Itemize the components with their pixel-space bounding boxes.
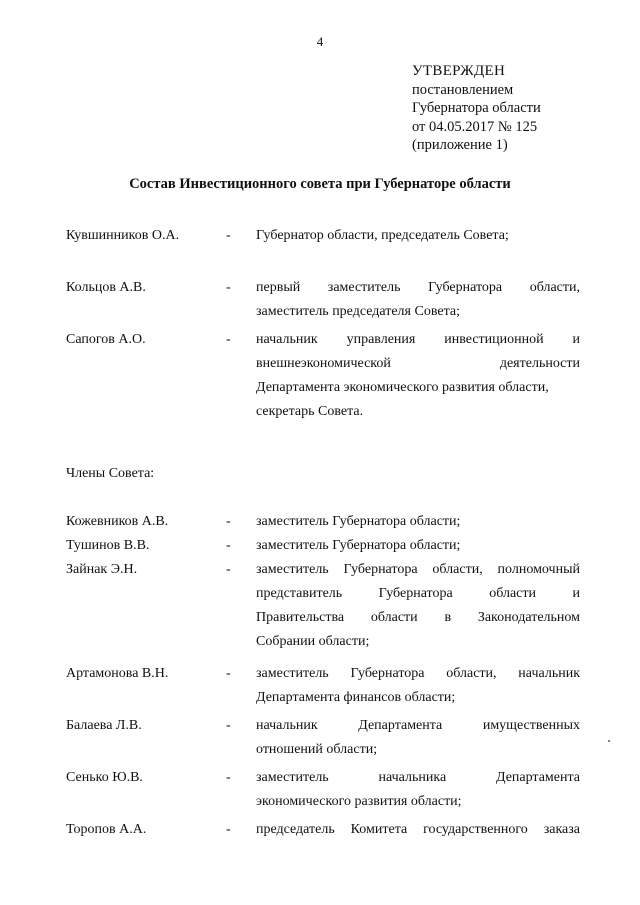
scan-speck: [608, 740, 610, 742]
position-line: начальник Департамента имущественных: [256, 718, 580, 733]
member-dash: -: [226, 770, 231, 785]
members-heading: Члены Совета:: [66, 466, 155, 481]
member-position: [256, 534, 580, 558]
member-dash: -: [226, 280, 231, 295]
position-line: секретарь Совета.: [256, 404, 364, 419]
member-dash: -: [226, 666, 231, 681]
member-name: Кувшинников О.А.: [66, 228, 180, 243]
position-line: заместитель начальника Департамента: [256, 770, 580, 785]
position-line: заместитель председателя Совета;: [256, 304, 460, 319]
member-name: Торопов А.А.: [66, 822, 147, 837]
member-dash: -: [226, 514, 231, 529]
approval-line: постановлением: [412, 81, 514, 98]
position-line: отношений области;: [256, 742, 378, 757]
member-position: [256, 818, 580, 842]
position-line: председатель Комитета государственного заказа: [256, 822, 580, 837]
page-number: 4: [316, 34, 324, 49]
member-position: [256, 224, 580, 248]
member-dash: -: [226, 538, 231, 553]
position-line: Департамента экономического развития области,: [256, 380, 549, 395]
member-dash: -: [226, 718, 231, 733]
position-line: экономического развития области;: [256, 794, 462, 809]
position-line: Правительства области в Законодательном: [256, 610, 580, 625]
approval-date-number: от 04.05.2017 № 125: [412, 118, 538, 135]
approval-heading: УТВЕРЖДЕН: [412, 63, 506, 79]
position-line: Собрании области;: [256, 634, 370, 649]
member-dash: -: [226, 332, 231, 347]
position-line: представитель Губернатора области и: [256, 586, 580, 601]
position-line: заместитель Губернатора области;: [256, 538, 461, 553]
position-line: заместитель Губернатора области;: [256, 514, 461, 529]
document-title: Состав Инвестиционного совета при Губернаторе области: [129, 176, 511, 192]
member-name: Кожевников А.В.: [66, 514, 169, 529]
member-name: Зайнак Э.Н.: [66, 562, 138, 577]
member-position: [256, 714, 580, 762]
position-line: начальник управления инвестиционной и: [256, 332, 580, 347]
member-dash: -: [226, 228, 231, 243]
member-name: Сапогов А.О.: [66, 332, 146, 347]
approval-appendix: (приложение 1): [412, 137, 508, 153]
position-line: заместитель Губернатора области, начальник: [256, 666, 580, 681]
approval-line: Губернатора области: [412, 100, 541, 116]
position-line: заместитель Губернатора области, полномочный: [256, 562, 580, 577]
member-name: Артамонова В.Н.: [66, 666, 169, 681]
member-name: Сенько Ю.В.: [66, 770, 143, 785]
member-position: [256, 766, 580, 814]
member-name: Кольцов А.В.: [66, 280, 146, 295]
position-line: первый заместитель Губернатора области,: [256, 280, 580, 295]
member-position: [256, 558, 580, 654]
member-dash: -: [226, 822, 231, 837]
position-line: Губернатор области, председатель Совета;: [256, 228, 509, 243]
member-position: [256, 510, 580, 534]
member-dash: -: [226, 562, 231, 577]
member-position: [256, 328, 580, 424]
member-position: [256, 276, 580, 324]
position-line: внешнеэкономической деятельности: [256, 356, 580, 371]
member-position: [256, 662, 580, 710]
member-name: Балаева Л.В.: [66, 718, 142, 733]
member-name: Тушинов В.В.: [66, 538, 150, 553]
approval-stamp: [412, 62, 541, 155]
position-line: Департамента финансов области;: [256, 690, 456, 705]
